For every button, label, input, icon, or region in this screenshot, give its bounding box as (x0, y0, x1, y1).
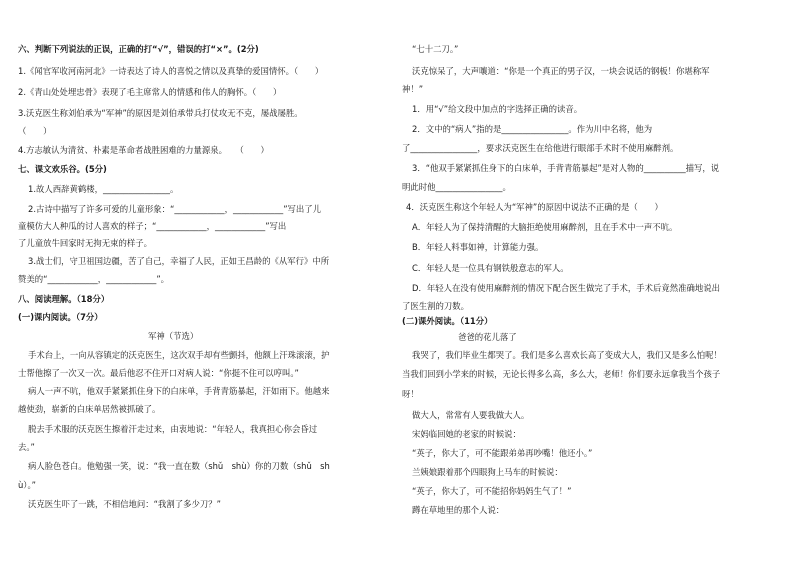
passage-2-line: 蹲在草地里的那个人说： (412, 505, 505, 515)
passage-2-line: 做大人，常常有人要我做大人。 (412, 410, 530, 420)
fill-question-2-line-3: 了儿童放牛回家时无拘无束的样子。 (18, 238, 152, 248)
passage-line: 沃克惊呆了，大声嚷道：“你是一个真正的男子汉，一块会说话的钢板！你堪称军 (412, 66, 710, 76)
passage-line: “七十二刀。” (412, 44, 459, 54)
judge-question-3: 3.沃克医生称刘伯承为“军神”的原因是刘伯承带兵打仗攻无不克，屡战屡胜。 (18, 108, 303, 118)
section-8-heading: 八、阅读理解。（18分） (18, 294, 110, 304)
option-b: B．年轻人料事如神，计算能力强。 (412, 242, 544, 252)
option-d-continued: 了医生割的刀数。 (402, 301, 469, 311)
passage-2-line: 我哭了，我们毕业生都哭了。我们是多么喜欢长高了变成大人，我们又是多么怕呢！ (412, 350, 722, 360)
judge-question-3-bracket: （ ） (18, 126, 52, 136)
judge-question-1: 1.《闻官军收河南河北》一诗表达了诗人的喜悦之情以及真挚的爱国情怀。（ ） (18, 66, 324, 76)
fill-question-3-line-1: 3.战士们，守卫祖国边疆，苦了自己，幸福了人民，正如王昌龄的《从军行》中所 (28, 256, 330, 266)
passage-line: 神！” (402, 84, 424, 94)
passage-line: 病人脸色苍白。他勉强一笑，说：“我一直在数（shǔ shù）你的刀数（shǔ sh (28, 461, 330, 471)
passage-line: 脱去手术服的沃克医生擦着汗走过来，由衷地说：“年轻人，我真担心你会昏过 (28, 424, 318, 434)
passage-2-title: 爸爸的花儿落了 (458, 332, 517, 342)
passage-line: 沃克医生吓了一跳，不相信地问：“我割了多少刀？” (28, 499, 221, 509)
passage-2-line: 兰姨娘跟着那个四眼狗上马车的时候说： (412, 467, 563, 477)
out-of-class-reading-heading: (二)课外阅读。（11分） (402, 316, 493, 326)
in-class-reading-heading: (一)课内阅读。（7分） (18, 312, 103, 322)
fill-question-3-line-2: 赞美的“____________，____________”。 (18, 274, 170, 284)
passage-line: 手术台上，一向从容镇定的沃克医生，这次双手却有些颤抖，他额上汗珠滚滚，护 (28, 350, 330, 360)
option-c: C．年轻人是一位具有钢铁般意志的军人。 (412, 263, 569, 273)
option-d: D．年轻人在没有使用麻醉剂的情况下配合医生做完了手术，手术后竟然准确地说出 (412, 283, 720, 293)
passage-line: 病人一声不吭，他双手紧紧抓住身下的白床单，手背青筋暴起，汗如雨下。他越来 (28, 386, 330, 396)
section-7-heading: 七、课文欢乐谷。(5分) (18, 164, 107, 174)
passage-title: 军神（节选） (148, 331, 199, 341)
passage-2-line: “英子，你大了，可不能招你妈妈生气了！” (412, 486, 572, 496)
passage-2-line: 当我们回到小学来的时候，无论长得多么高，多么大，老师！你们要永远拿我当个孩子 (402, 369, 721, 379)
judge-question-2: 2.《青山处处埋忠骨》表现了毛主席常人的情感和伟人的胸怀。（ ） (18, 87, 282, 97)
fill-question-2-line-1: 2.古诗中描写了许多可爱的儿童形象：“____________，____________”写出了儿 (28, 204, 322, 214)
passage-line: 士帮他擦了一次又一次。最后他忍不住开口对病人说：“你挺不住可以哼叫。” (18, 368, 299, 378)
fill-question-2-line-2: 童模仿大人种瓜的讨人喜欢的样子；“____________，____________”写出 (18, 221, 287, 231)
reading-question-3-line-1: 3．“他双手紧紧抓住身下的白床单，手背青筋暴起”是对人物的__________描写，说 (412, 163, 720, 173)
option-a: A．年轻人为了保持清醒的大脑拒绝使用麻醉剂，且在手术中一声不吭。 (412, 222, 678, 232)
section-6-heading: 六、判断下列说法的正误，正确的打“√”，错误的打“×”。(2分) (18, 44, 259, 54)
fill-question-1: 1.故人西辞黄鹤楼，________________。 (28, 184, 179, 194)
reading-question-2-line-2: 了________________，要求沃克医生在给他进行眼部手术时不使用麻醉剂。 (402, 143, 679, 153)
passage-2-line: 宋妈临回她的老家的时候说： (412, 429, 521, 439)
reading-question-1: 1．用“√”给文段中加点的字选择正确的读音。 (412, 104, 583, 114)
reading-question-4: 4．沃克医生称这个年轻人为“军神”的原因中说法不正确的是（ ） (406, 202, 663, 212)
reading-question-2-line-1: 2．文中的“病人”指的是________________。作为川中名将，他为 (412, 124, 653, 134)
passage-line: 越使劲，崭新的白床单居然被抓破了。 (18, 404, 161, 414)
passage-line: ù）。” (18, 480, 37, 490)
judge-question-4: 4.方志敏认为清贫、朴素是革命者战胜困难的力量源泉。 （ ） (18, 145, 269, 155)
reading-question-3-line-2: 明此时他________________。 (402, 182, 511, 192)
passage-2-line: 呀！ (402, 389, 419, 399)
passage-2-line: “英子，你大了，可不能跟弟弟再吵嘴！他还小。” (412, 448, 593, 458)
passage-line: 去。” (18, 442, 35, 452)
